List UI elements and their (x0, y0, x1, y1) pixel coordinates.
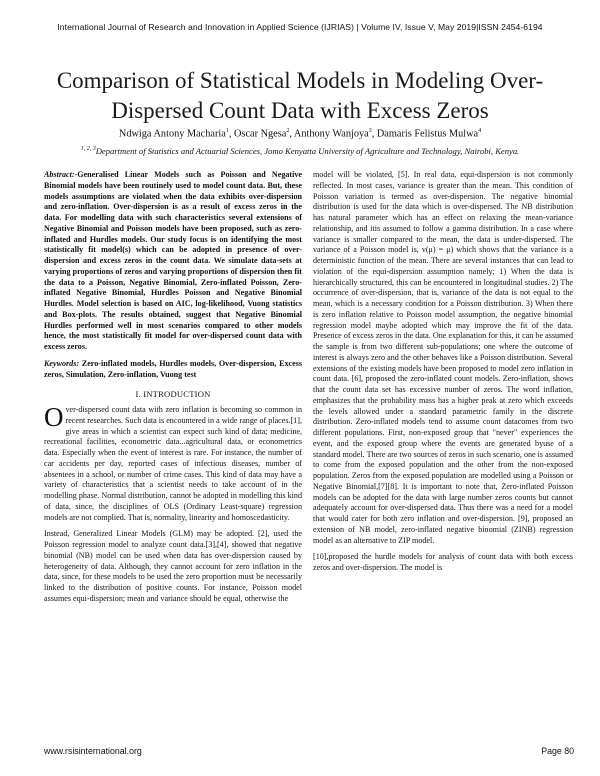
author-list (30, 128, 570, 139)
intro-paragraph-2: Instead, Generalized Linear Models (GLM) may be adopted. [2], used the Poisson regression model to analyze count data.[3],[4], showed that negative binomial (NB) model can be used when data has over-dispersion caused by heterogeneity of data. Although, they cannot account for zero inflation in the data, since, for these models to be used the zero proportion must be necessarily linked to the distribution of positive counts. For instance, Poisson model assumes equi-dispersion; mean and variance should be equal, otherwise the (44, 529, 302, 603)
author-sup: 2 (286, 128, 290, 134)
keywords (44, 359, 302, 381)
title-line-2: Dispersed Count Data with Excess Zeros (111, 98, 489, 123)
dropcap: O (44, 402, 64, 432)
affiliation-sup: 1, 2, 3 (80, 146, 96, 153)
intro-paragraph-1 (44, 402, 302, 523)
footer-page-number: Page 80 (541, 746, 574, 756)
right-column (313, 170, 573, 576)
abstract-label: Abstract:- (44, 170, 78, 179)
affiliation-text: Department of Statistics and Actuarial Sciences, Jomo Kenyatta University of Agriculture and Technology, Nairobi, Kenya. (95, 146, 520, 156)
author-name: Oscar Ngesa (234, 128, 287, 140)
footer-website: www.rsisinternational.org (44, 746, 142, 756)
author-sup: 1 (225, 128, 229, 134)
author-name: Ndwiga Antony Macharia (118, 128, 226, 140)
journal-header: International Journal of Research and Innovation in Applied Science (IJRIAS) | Volume IV, Issue V, May 2019|ISSN 2454-6194 (57, 22, 543, 32)
author-name: Anthony Wanjoya (293, 128, 369, 140)
author-separator: , (228, 128, 234, 140)
author-separator: , (289, 128, 294, 140)
right-paragraph-1: model will be violated, [5]. In real data, equi-dispersion is not commonly reflected. In most cases, variance is greater than the mean. This condition of Poisson variation is termed as over-dispersion. The negative binomial distribution is used for the data which is over-dispersed. The NB distribution has natural parameter which has an effect on relaxing the mean-variance relationship, and itis assumed to follow a gamma distribution. In a case where variance is smaller compared to the mean, the data is under-dispersed. The variance of a Poisson model is, v(μ) = μ) which shows that the variance is a deterministic function of the mean. There are several instances that can lead to violation of the equi-dispersion assumption namely; 1) When the data is hierarchically structured, this can be encountered in longitudinal studies. 2) The occurrence of over-dispersion, that is, variance of the data is not equal to the mean, which is a necessary condition for a Poisson distribution. 3) When there is zero inflation relative to Poisson model assumption, the negative binomial regression model maybe adopted which may improve the fit of the data. Presence of excess zeros in the data. One explanation for this, it can be assumed the sample is from two different sub-populations; one where the outcome of interest is always zero and the other behaves like a Poisson distribution. Several extensions of the existing models have been proposed to model zero inflation in count data. [6], proposed the zero-inflated count models. Zero-inflation, shows that the count data set has excessive number of zeros. The word inflation, emphasizes that the probability mass has a higher peak at zero which exceeds the levels allowed under a standard parametric family in the discrete distribution. Zero-inflated models tend to assume count datacomes from two different populations. First, non-exposed group that "never" experiences the event, and the exposed group where the events are generated byuse of a standard model. There are two sources of zeros in such scenario, one is assumed to come from the exposed population and the other from the non-exposed population. Zeros from the exposed population are modelled using a Poisson or Negative Binomial,[7][8]. It is important to note that, Zero-inflated Poisson models can be adopted for the data with large number zeros counts but cannot adequately account for over-dispersed data. Thus there was a need for a model that would cater for both zero inflation and over-dispersion. [9], proposed an extension of NB model, zero-inflated negative binomial (ZINB) regression model as an alternative to ZIP model. (313, 170, 573, 545)
section-heading-introduction: I. INTRODUCTION (135, 389, 211, 400)
author-separator: , (371, 128, 377, 140)
abstract (44, 170, 302, 353)
title-line-1: Comparison of Statistical Models in Modeling Over- (56, 68, 544, 93)
abstract-text: Generalised Linear Models such as Poisson and Negative Binomial models have been routinely used to model count data. But, these models assumptions are violated when the data exhibits over-dispersion and zero-inflation. Over-dispersion is as a result of excess zeros in the data. For modelling data with such characteristics several extensions of Negative Binomial and Poisson models have been proposed, such as zero-inflated and Hurdles models. Our study focus is on identifying the most statistically fit model(s) which can be adopted in presence of over-dispersion and excess zeros in the count data. We simulate data-sets at varying proportions of zeros and varying proportions of dispersion then fit the data to a Poisson, Negative Binomial, Zero-inflated Poisson, Zero-inflated Negative Binomial, Hurdles Poisson and Negative Binomial Hurdles. Model selection is based on AIC, log-likelihood, Vuong statistics and Box-plots. The results obtained, suggest that Negative Binomial Hurdles performed well in most scenarios compared to other models hence, the most statistically fit model for over-dispersed count data with excess zeros. (44, 170, 302, 351)
paper-title (30, 66, 570, 126)
intro-paragraph-1-text: ver-dispersed count data with zero inflation is becoming so common in recent researches. Such data is encountered in a wide range of places.[1], give areas in which a scientist can expect such kind of data; medicine, recreational facilities, econometric data...agricultural data, or econometrics data. Especially when the event of interest is rare. For instance, the number of car accidents per day, reported cases of infectious diseases, number of absentees in a school, or number of crime cases. This kind of data may have a variety of characteristics that a scientist needs to take account of in the modelling phase. Normal distribution, cannot be adopted in modelling this kind of data, since, the disciplines of OLS (Ordinary Least-square) regression models are not complied. That is, normality, linearity and homoscedasticity. (44, 405, 302, 522)
affiliation (20, 146, 580, 156)
author-name: Damaris Felistus Mulwa (376, 128, 479, 140)
author-sup: 3 (368, 128, 372, 134)
author-sup: 4 (478, 128, 482, 134)
keywords-text: Zero-inflated models, Hurdles models, Over-dispersion, Excess zeros, Simulation, Zero-inflation, Vuong test (44, 358, 302, 379)
left-column (44, 170, 302, 607)
right-paragraph-2: [10],proposed the hurdle models for analysis of count data with both excess zeros and over-dispersion. The model is (313, 552, 573, 572)
keywords-label: Keywords: (44, 358, 80, 368)
